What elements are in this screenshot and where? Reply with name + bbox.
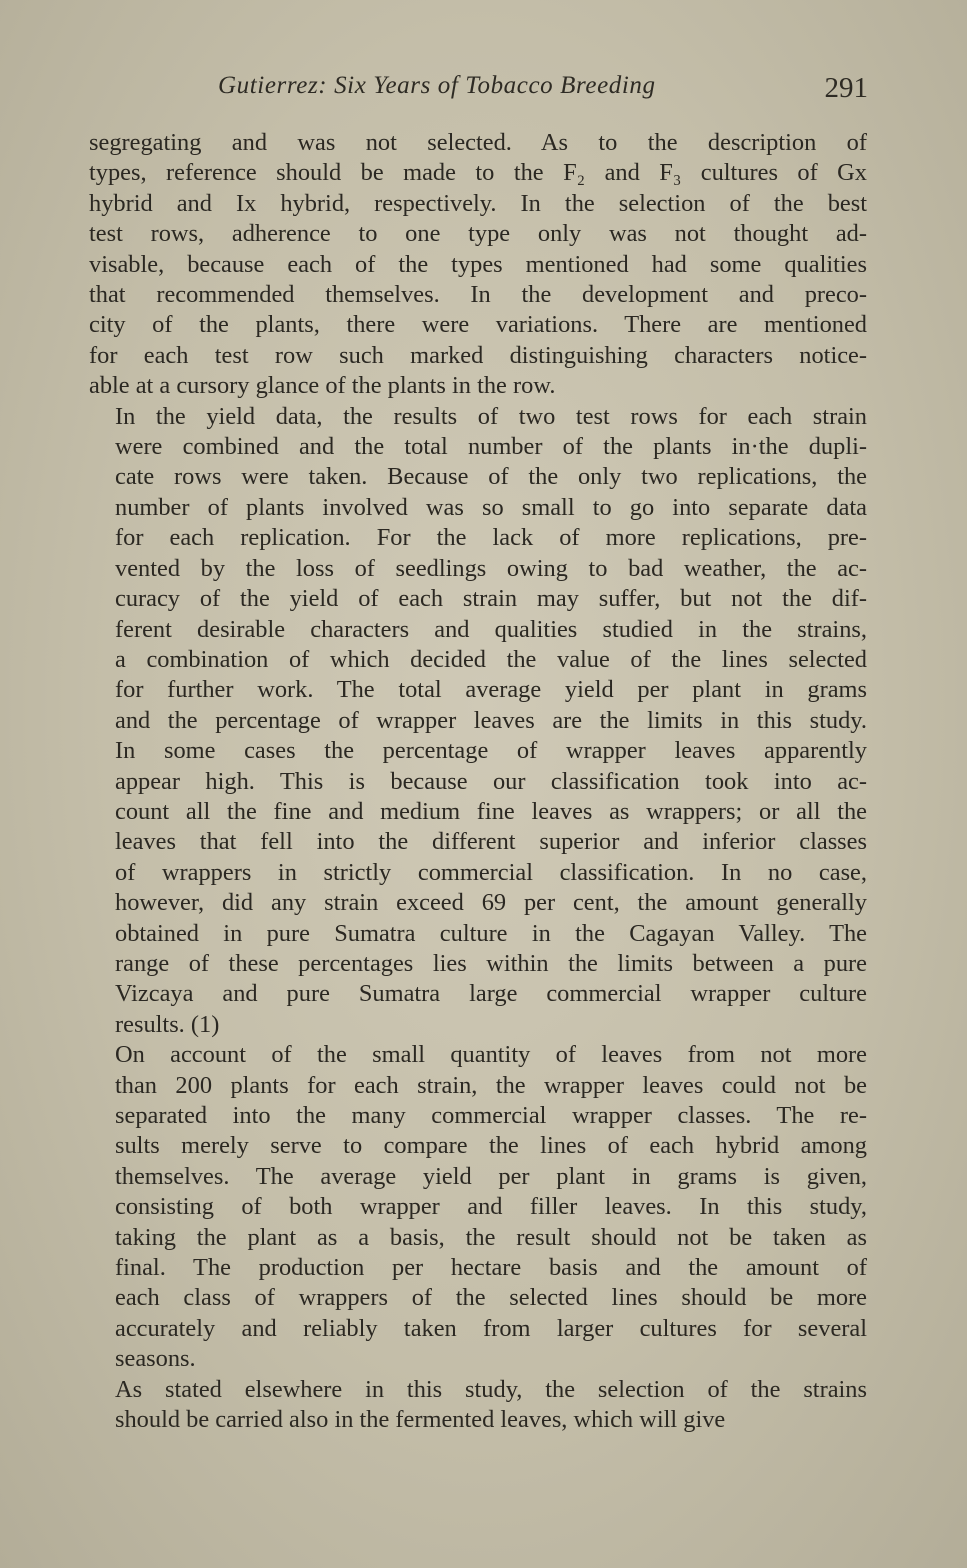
text-line: consisting of both wrapper and filler leaves. In this study, [115,1193,867,1221]
text-line: In the yield data, the results of two test rows for each strain [115,402,867,430]
text-line: In some cases the percentage of wrapper leaves apparently [115,737,867,765]
text-line: should be carried also in the fermented leaves, which will give [115,1406,726,1434]
body-text [89,128,867,1435]
text-line: leaves that fell into the different superior and inferior classes [115,828,867,856]
text-line: for each replication. For the lack of more replications, pre- [115,524,867,552]
text-line: able at a cursory glance of the plants in the row. [89,372,556,400]
text-line: vented by the loss of seedlings owing to bad weather, the ac- [115,554,867,582]
text-line: appear high. This is because our classification took into ac- [115,767,867,795]
paragraph [89,1375,867,1436]
running-title: Gutierrez: Six Years of Tobacco Breeding [218,72,656,99]
text-line: ferent desirable characters and qualities studied in the strains, [115,615,867,643]
text-line: curacy of the yield of each strain may suffer, but not the dif- [115,585,867,613]
text-line: types, reference should be made to the F₂ and F₃ cultures of Gx [89,159,867,187]
text-line: however, did any strain exceed 69 per cent, the amount generally [115,889,867,917]
text-line: taking the plant as a basis, the result should not be taken as [115,1223,867,1251]
text-line: cate rows were taken. Because of the only two replications, the [115,463,867,491]
text-line: a combination of which decided the value of the lines selected [115,645,867,673]
text-line: Vizcaya and pure Sumatra large commercial wrapper culture [115,980,867,1008]
text-line: of wrappers in strictly commercial classification. In no case, [115,858,867,886]
text-line: each class of wrappers of the selected lines should be more [115,1284,867,1312]
text-line: On account of the small quantity of leaves from not more [115,1041,867,1069]
text-line: themselves. The average yield per plant in grams is given, [115,1162,867,1190]
text-line: count all the fine and medium fine leaves as wrappers; or all the [115,797,867,825]
text-line: final. The production per hectare basis and the amount of [115,1254,867,1282]
paragraph [89,1040,867,1374]
text-line: results. (1) [115,1010,220,1038]
text-line: As stated elsewhere in this study, the selection of the strains [115,1375,867,1403]
text-line: sults merely serve to compare the lines of each hybrid among [115,1132,867,1160]
page-number: 291 [824,72,868,104]
text-line: than 200 plants for each strain, the wrapper leaves could not be [115,1071,867,1099]
paragraph [89,128,867,402]
text-line: seasons. [115,1345,196,1373]
text-line: range of these percentages lies within the limits between a pure [115,949,867,977]
running-head [90,72,868,112]
paragraph [89,402,867,1041]
text-line: hybrid and Ix hybrid, respectively. In the selection of the best [89,189,867,217]
text-line: were combined and the total number of the plants in·the dupli- [115,433,867,461]
text-line: for each test row such marked distinguishing characters notice- [89,341,867,369]
text-line: test rows, adherence to one type only was not thought ad- [89,220,867,248]
text-line: number of plants involved was so small to go into separate data [115,493,867,521]
text-line: for further work. The total average yield per plant in grams [115,676,867,704]
text-line: visable, because each of the types mentioned had some qualities [89,250,867,278]
text-line: city of the plants, there were variations. There are mentioned [89,311,867,339]
text-line: obtained in pure Sumatra culture in the Cagayan Valley. The [115,919,867,947]
text-line: accurately and reliably taken from larger cultures for several [115,1314,867,1342]
text-line: separated into the many commercial wrapper classes. The re- [115,1102,867,1129]
text-line: segregating and was not selected. As to the description of [89,129,867,156]
text-line: and the percentage of wrapper leaves are the limits in this study. [115,706,867,734]
text-line: that recommended themselves. In the development and preco- [89,281,867,309]
